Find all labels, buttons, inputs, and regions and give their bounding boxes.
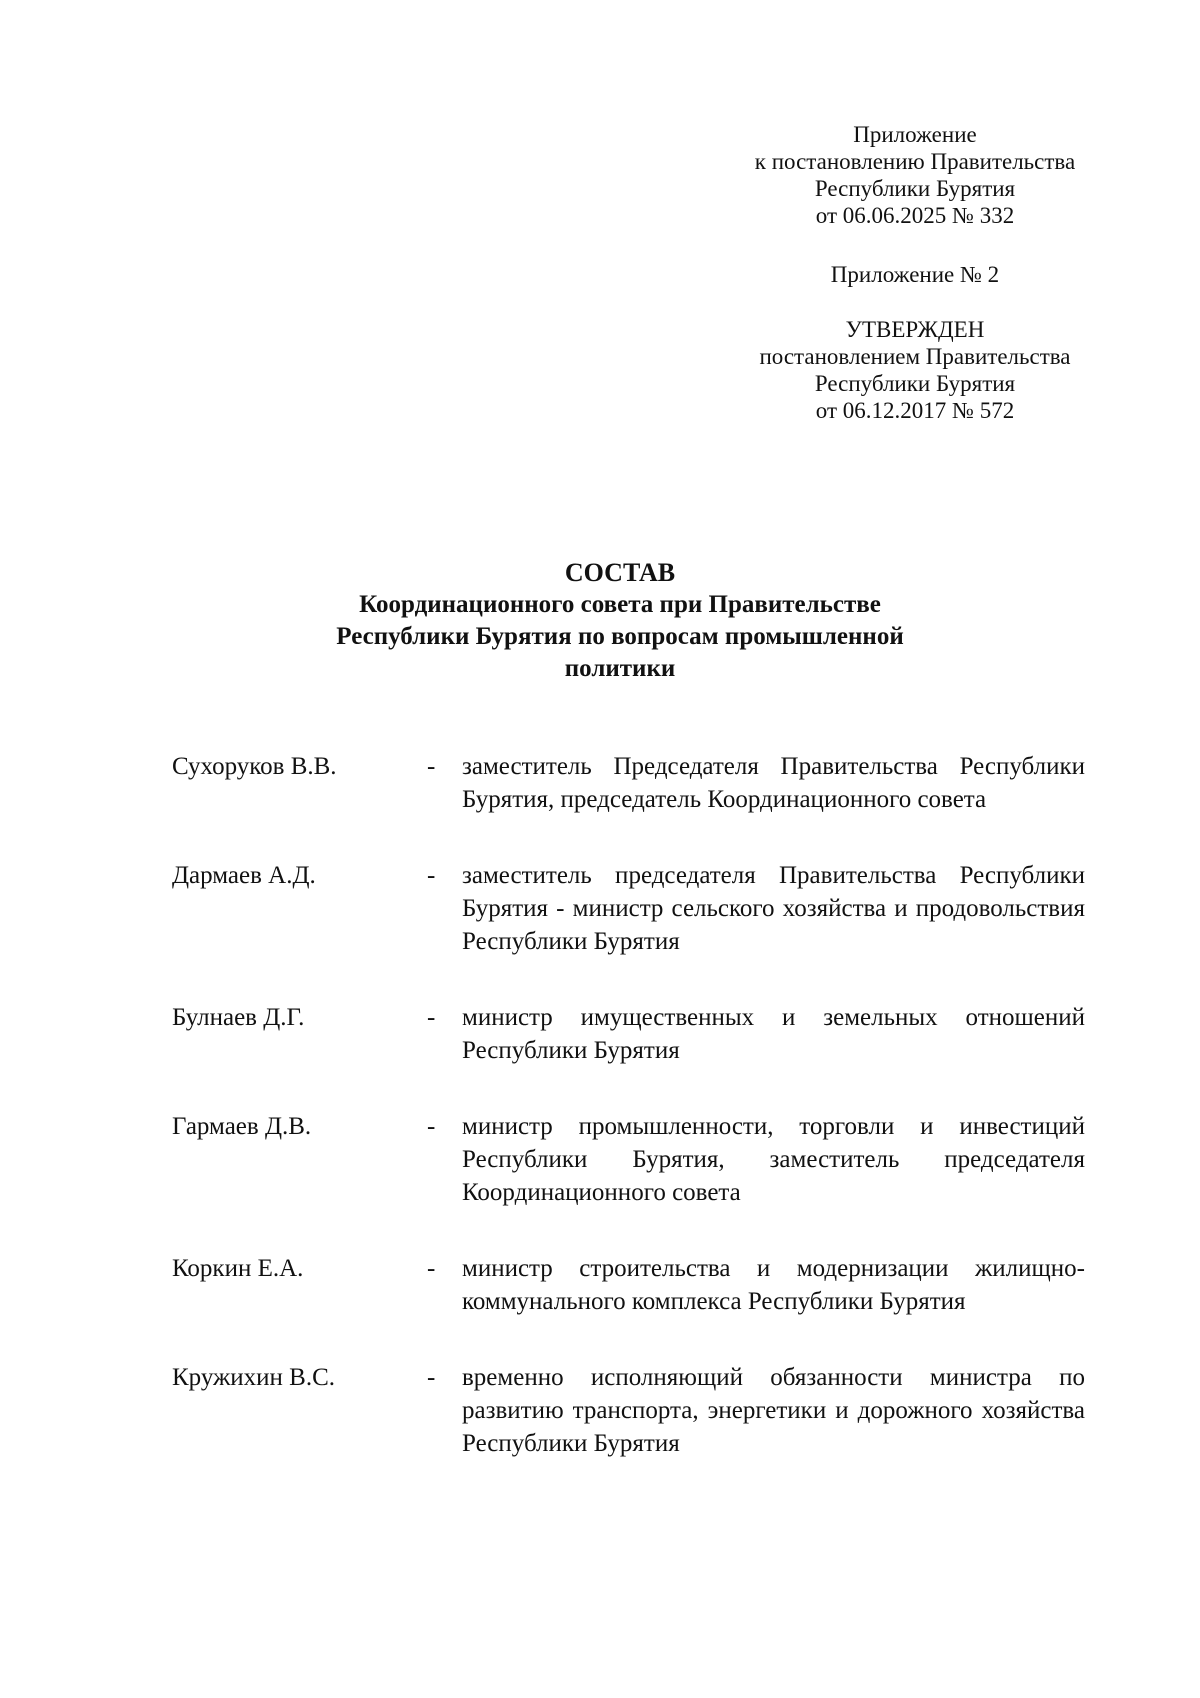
- member-row: [172, 859, 1092, 958]
- document-title-line: Республики Бурятия по вопросам промышленной: [336, 623, 904, 650]
- document-title-line: политики: [564, 655, 676, 682]
- member-dash: -: [427, 1113, 436, 1140]
- approved-line: УТВЕРЖДЕН: [845, 317, 985, 342]
- member-row: [172, 1001, 1092, 1067]
- annex-header-line: от 06.06.2025 № 332: [815, 203, 1015, 228]
- approved-block: [720, 316, 1110, 424]
- member-row: [172, 1361, 1092, 1460]
- member-name: Коркин Е.А.: [172, 1255, 304, 1282]
- member-row: [172, 1252, 1092, 1318]
- member-name: Дармаев А.Д.: [172, 862, 316, 889]
- member-role: министр имущественных и земельных отношений Республики Бурятия: [462, 1004, 1085, 1064]
- member-dash: -: [427, 753, 436, 780]
- member-role: временно исполняющий обязанности министра по развитию транспорта, энергетики и дорожного хозяйства Республики Бурятия: [462, 1364, 1085, 1457]
- member-role: заместитель председателя Правительства Республики Бурятия - министр сельского хозяйства и продовольствия Республики Бурятия: [462, 862, 1085, 955]
- approved-line: от 06.12.2017 № 572: [815, 398, 1015, 423]
- approved-line: постановлением Правительства: [759, 344, 1071, 369]
- member-row: [172, 1110, 1092, 1209]
- annex-number-label: Приложение № 2: [830, 262, 1000, 287]
- member-dash: -: [427, 1364, 436, 1391]
- document-title: [180, 557, 1060, 685]
- annex-header-line: Приложение: [853, 122, 977, 147]
- document-title-line: Координационного совета при Правительстве: [359, 591, 881, 618]
- member-dash: -: [427, 1255, 436, 1282]
- member-name: Сухоруков В.В.: [172, 753, 337, 780]
- member-dash: -: [427, 1004, 436, 1031]
- member-name: Булнаев Д.Г.: [172, 1004, 305, 1031]
- member-role: министр строительства и модернизации жилищно-коммунального комплекса Республики Бурятия: [462, 1255, 1085, 1315]
- members-list: [172, 750, 1092, 1503]
- member-name: Гармаев Д.В.: [172, 1113, 312, 1140]
- member-row: [172, 750, 1092, 816]
- member-role: заместитель Председателя Правительства Республики Бурятия, председатель Координационного совета: [462, 753, 1085, 813]
- annex-header-line: Республики Бурятия: [814, 176, 1016, 201]
- member-role: министр промышленности, торговли и инвестиций Республики Бурятия, заместитель председателя Координационного совета: [462, 1113, 1085, 1206]
- member-dash: -: [427, 862, 436, 889]
- member-name: Кружихин В.С.: [172, 1364, 336, 1391]
- approved-line: Республики Бурятия: [814, 371, 1016, 396]
- document-title-main: СОСТАВ: [564, 558, 676, 587]
- annex-header: [720, 121, 1110, 229]
- annex-number: [720, 261, 1110, 288]
- annex-header-line: к постановлению Правительства: [754, 149, 1076, 174]
